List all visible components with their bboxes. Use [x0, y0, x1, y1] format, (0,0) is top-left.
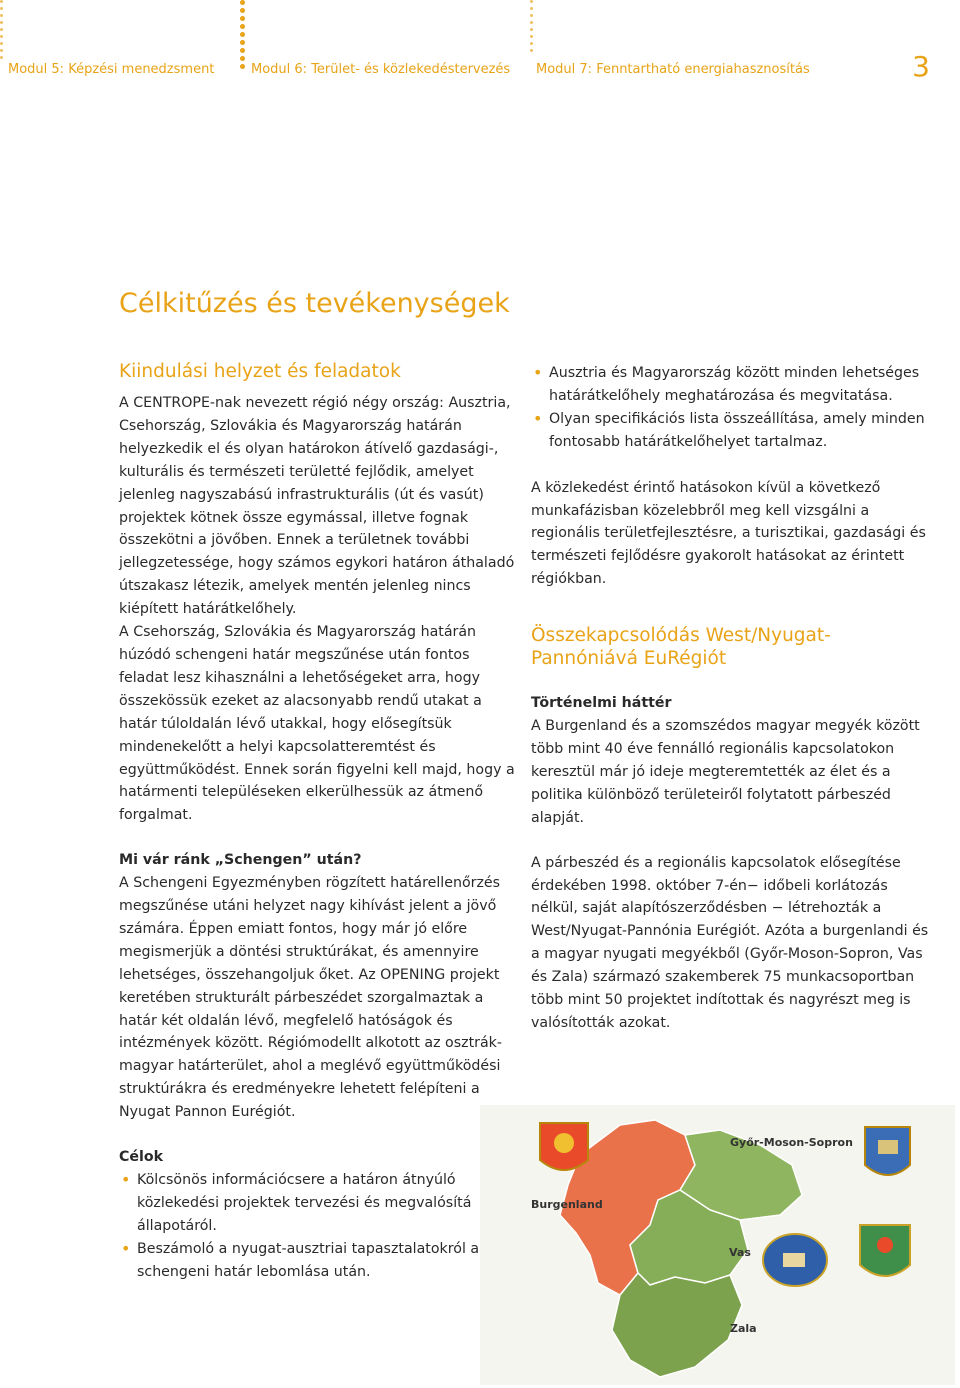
burgenland-coat-of-arms-icon [540, 1123, 588, 1170]
region-map [480, 1105, 955, 1385]
list-item: • Kölcsönös információcsere a határon átnyúló közlekedési projektek tervezési és megvalósítá állapotáról. [119, 1169, 519, 1238]
page-title: Célkitűzés és tevékenységek [119, 288, 510, 319]
vas-coat-of-arms-icon [763, 1234, 827, 1286]
list-item: • Olyan specifikációs lista összeállítása, amely minden fontosabb határátkelőhelyet tartalmaz. [531, 408, 931, 454]
page-number: 3 [912, 50, 930, 83]
paragraph-schengen: A Schengeni Egyezményben rögzített határellenőrzés megszűnése utáni helyzet nagy kihívást jelent a jövő számára. Éppen emiatt fontos, hogy már jó előre megismerjük a döntési struktúrákat, és amennyire lehetséges, összehangoljuk őket. Az OPENING projekt keretében strukturált párbeszédet szorgalmaztak a határ két oldalán lévő, megfelelő hatóságok és intézmények között. Régiómodellt alkotott az osztrák-magyar határterület, ahol a meglévő együttműködési struktúrákra és eredményekre lehetett felépíteni a Nyugat Pannon Eurégiót. [119, 875, 502, 1121]
gyor-coat-of-arms-icon [865, 1127, 910, 1175]
section-heading-goals: Célok [119, 1149, 164, 1166]
dot-column-3 [530, 0, 534, 56]
section-heading-schengen: Mi vár ránk „Schengen” után? [119, 852, 362, 869]
section-heading-initial: Kiindulási helyzet és feladatok [119, 361, 401, 382]
map-label-zala: Zala [730, 1322, 757, 1335]
module5-label: Modul 5: Képzési menedzsment [8, 62, 215, 77]
section-heading-history: Történelmi háttér [531, 695, 672, 712]
paragraph-effects: A közlekedést érintő hatásokon kívül a következő munkafázisban közelebbről meg kell vizsgálni a regionális területfejlesztésre, a turisztikai, gazdasági és természeti fejlődésre gyakorolt hatásokat az érintett régiókban. [531, 479, 926, 588]
list-item: • Beszámoló a nyugat-ausztriai tapasztalatokról a schengeni határ lebomlása után. [119, 1238, 519, 1284]
map-label-burgenland: Burgenland [531, 1198, 603, 1211]
tasks-list [531, 362, 931, 454]
map-label-vas: Vas [729, 1246, 751, 1259]
module6-label: Modul 6: Terület- és közlekedéstervezés [251, 62, 511, 77]
dot-column-1 [0, 0, 4, 63]
zala-coat-of-arms-icon [860, 1225, 910, 1276]
module7-label: Modul 7: Fenntartható energiahasznosítás [536, 62, 810, 77]
paragraph-history-2: A párbeszéd és a regionális kapcsolatok elősegítése érdekében 1998. október 7-én− időbeli korlátozás nélkül, saját alapítószerződésben − létrehozták a West/Nyugat-Pannónia Eurégiót. Azóta a burgenlandi és a magyar nyugati megyékből (Győr-Moson-Sopron, Vas és Zala) származó szakemberek 75 munkacsoportban több mint 50 projektet indítottak és nagyrészt meg is valósították azokat. [531, 854, 929, 1031]
paragraph-history-1: A Burgenland és a szomszédos magyar megyék között több mint 40 éve fennálló regionális kapcsolatokon keresztül már jó ideje megteremtették az élet és a politika különböző területeiről folytatott párbeszéd alapját. [531, 718, 920, 826]
map-label-gyor: Győr-Moson-Sopron [730, 1136, 853, 1149]
paragraph-initial-1: A CENTROPE-nak nevezett régió négy ország: Ausztria, Csehország, Szlovákia és Magyarország határán helyezkedik el és olyan határokon átívelő gazdasági-, kulturális és természeti területté fejlődik, amelyet jelenleg nagyszabású infrastrukturális (út és vasút) projektek kötnek össze egymással, illetve fognak összekötni a jövőben. Ennek a területnek további jellegzetessége, hogy számos egykori határon áthaladó útszakasz létezik, amelyek mentén jelenleg nincs kiépített határátkelőhely. [119, 395, 515, 618]
dot-column-2 [240, 0, 244, 72]
list-item: • Ausztria és Magyarország között minden lehetséges határátkelőhely meghatározása és megvitatása. [531, 362, 931, 408]
right-column [531, 362, 931, 1035]
paragraph-initial-2: A Csehország, Szlovákia és Magyarország határán húzódó schengeni határ megszűnése után fontos feladat lesz kihasználni a lehetőségeket arra, hogy összekössük ezeket az alacsonyabb rendű utakat a határ túloldalán lévő utakkal, hogy elősegítsük mindenekelőtt a helyi kapcsolatteremtést és együttműködést. Ennek során figyelni kell majd, hogy a határmenti településeken elkerülhessük az átmenő forgalmat. [119, 624, 515, 824]
goals-list [119, 1169, 519, 1284]
section-heading-euregio: Összekapcsolódás West/Nyugat-Pannóniává EuRégiót [531, 625, 831, 670]
left-column [119, 360, 519, 1284]
